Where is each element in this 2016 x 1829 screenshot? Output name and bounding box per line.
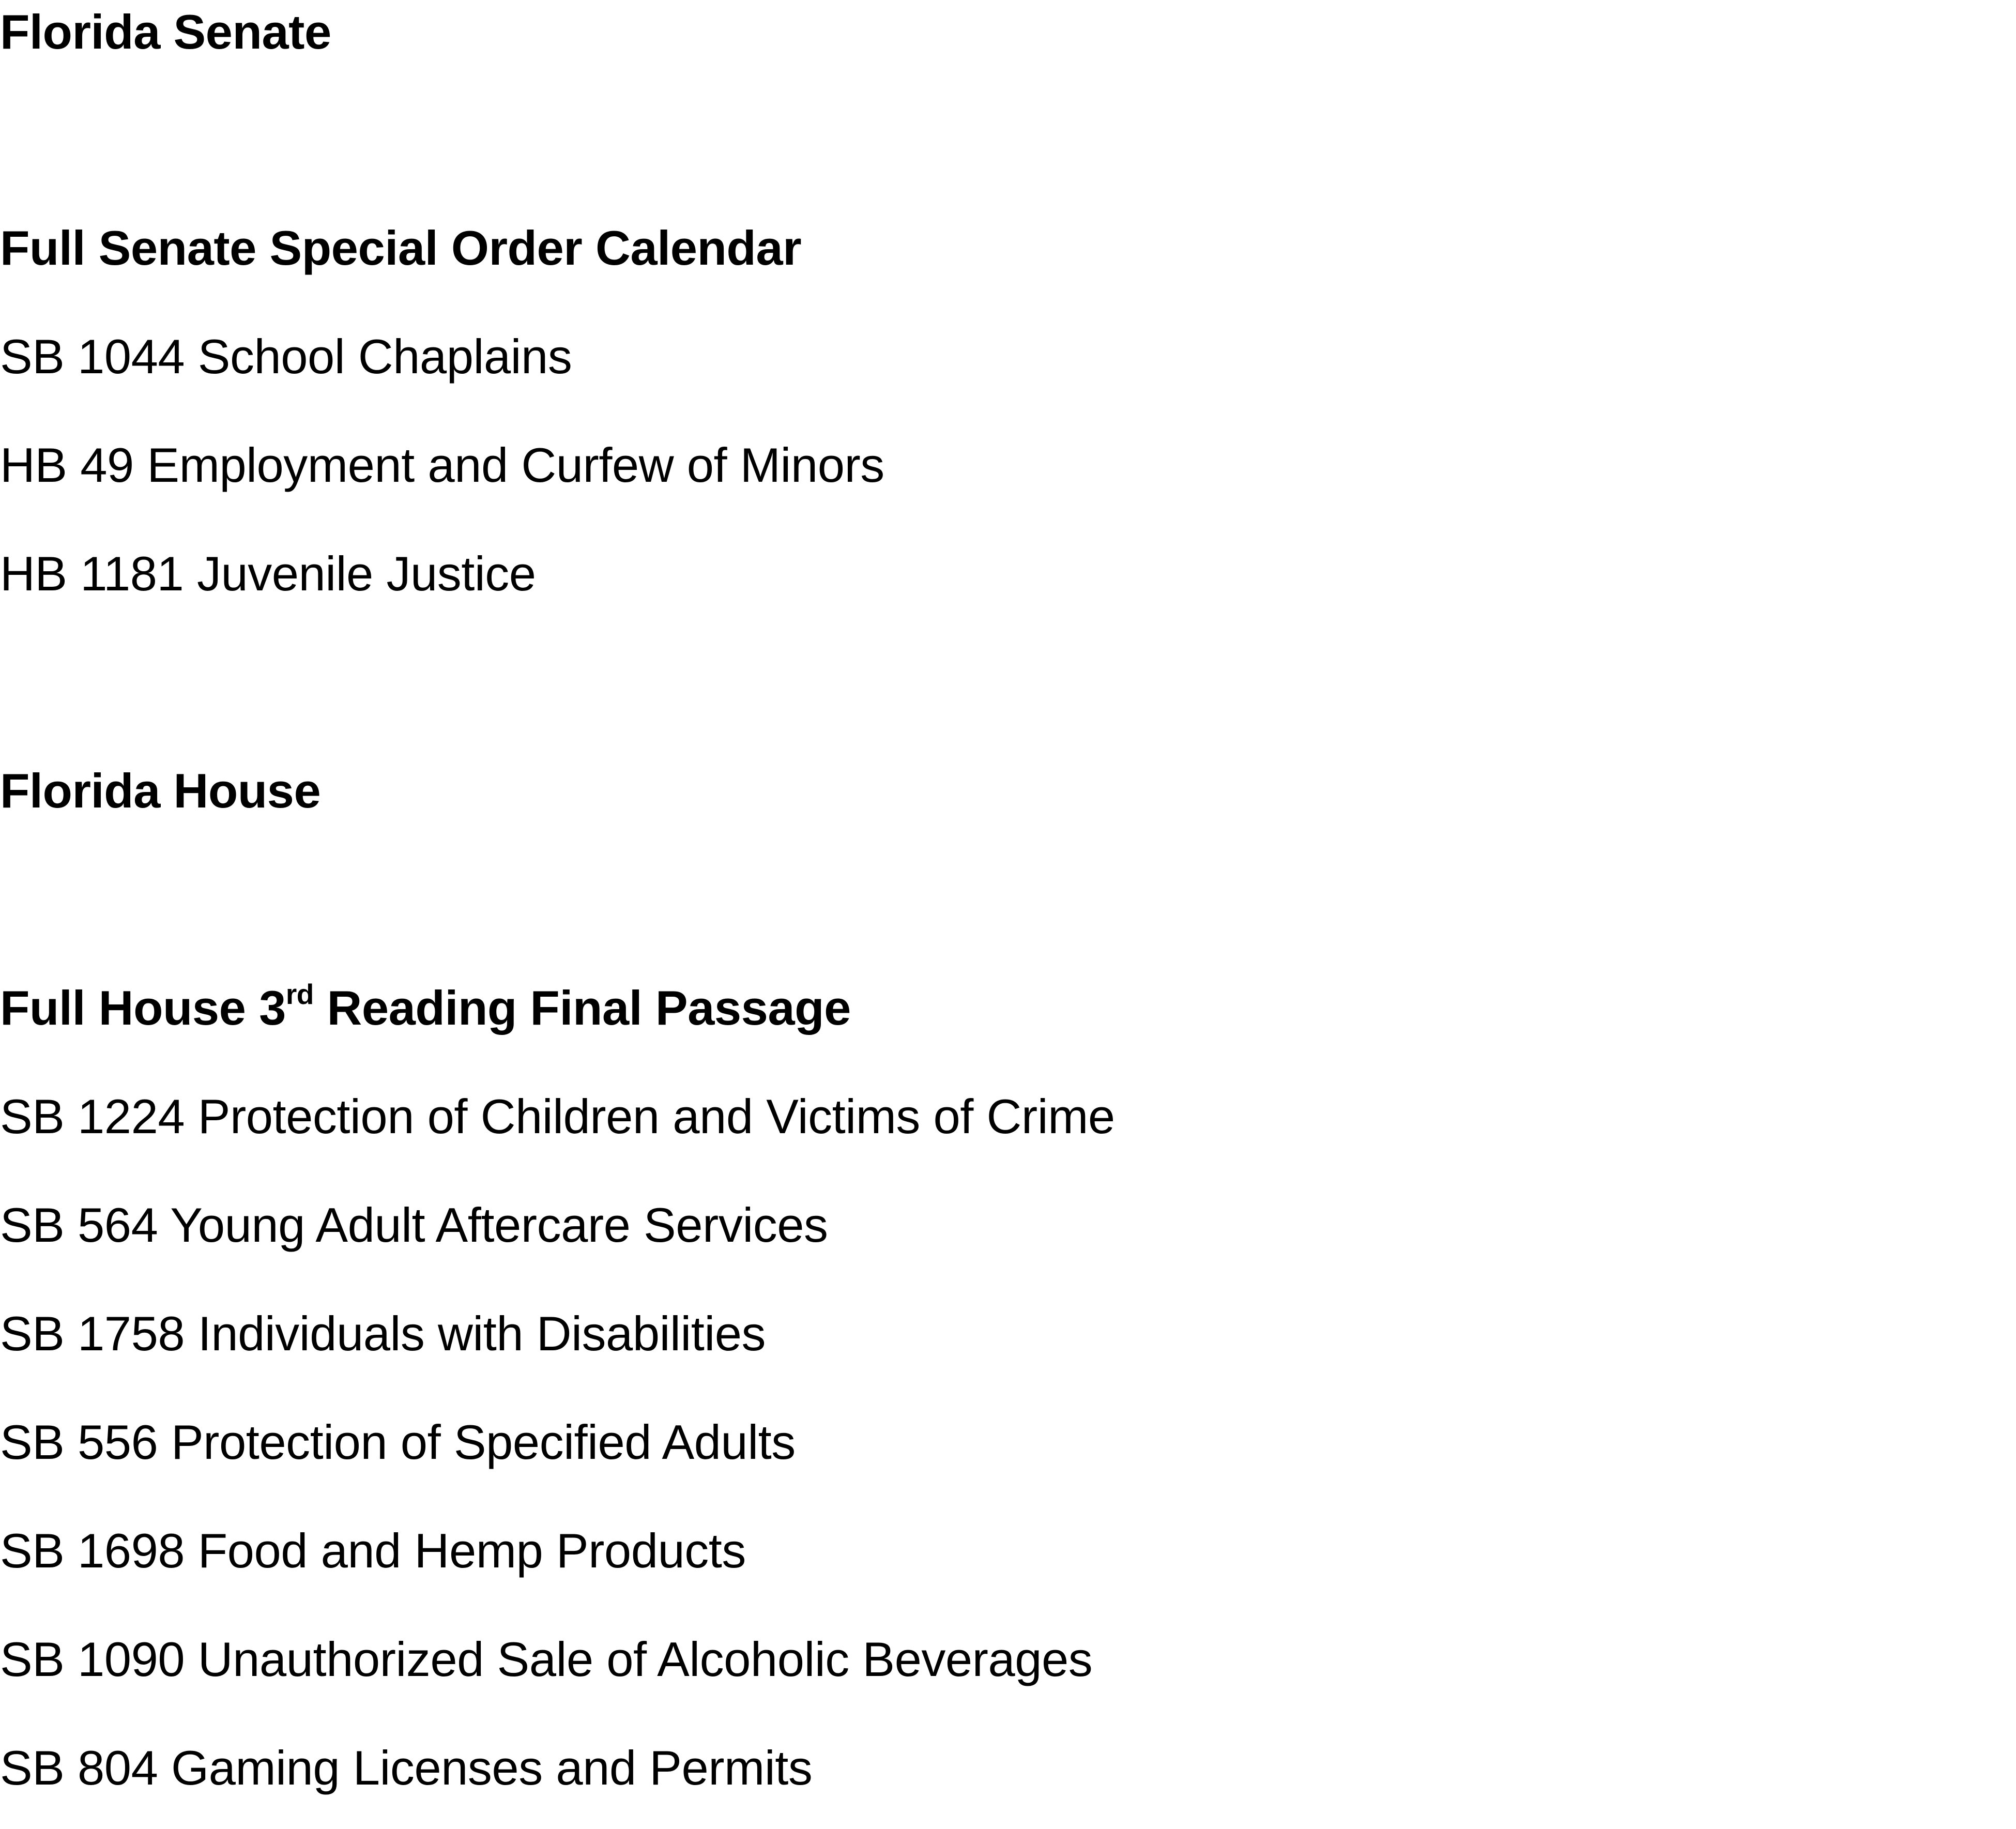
senate-bill-item: HB 1181 Juvenile Justice — [0, 546, 536, 601]
house-bill-item: SB 564 Young Adult Aftercare Services — [0, 1198, 828, 1252]
house-bill-item: SB 1224 Protection of Children and Victims of Crime — [0, 1089, 1115, 1144]
senate-bill-item: SB 1044 School Chaplains — [0, 329, 572, 384]
senate-bill-item: HB 49 Employment and Curfew of Minors — [0, 438, 884, 492]
house-heading: Florida House — [0, 764, 321, 818]
house-bill-item: SB 804 Gaming Licenses and Permits — [0, 1741, 813, 1795]
house-bill-item: SB 556 Protection of Specified Adults — [0, 1415, 796, 1469]
house-bill-item: SB 1758 Individuals with Disabilities — [0, 1306, 766, 1361]
senate-calendar-title: Full Senate Special Order Calendar — [0, 221, 802, 275]
house-calendar-title-part: Full House 3 — [0, 981, 286, 1035]
senate-heading: Florida Senate — [0, 5, 331, 59]
house-bill-item: SB 1698 Food and Hemp Products — [0, 1523, 746, 1578]
house-calendar-title — [0, 977, 851, 1039]
house-bill-item: SB 1090 Unauthorized Sale of Alcoholic Beverages — [0, 1632, 1093, 1686]
ordinal-superscript: rd — [285, 978, 314, 1010]
house-calendar-title-part: Reading Final Passage — [313, 981, 851, 1035]
